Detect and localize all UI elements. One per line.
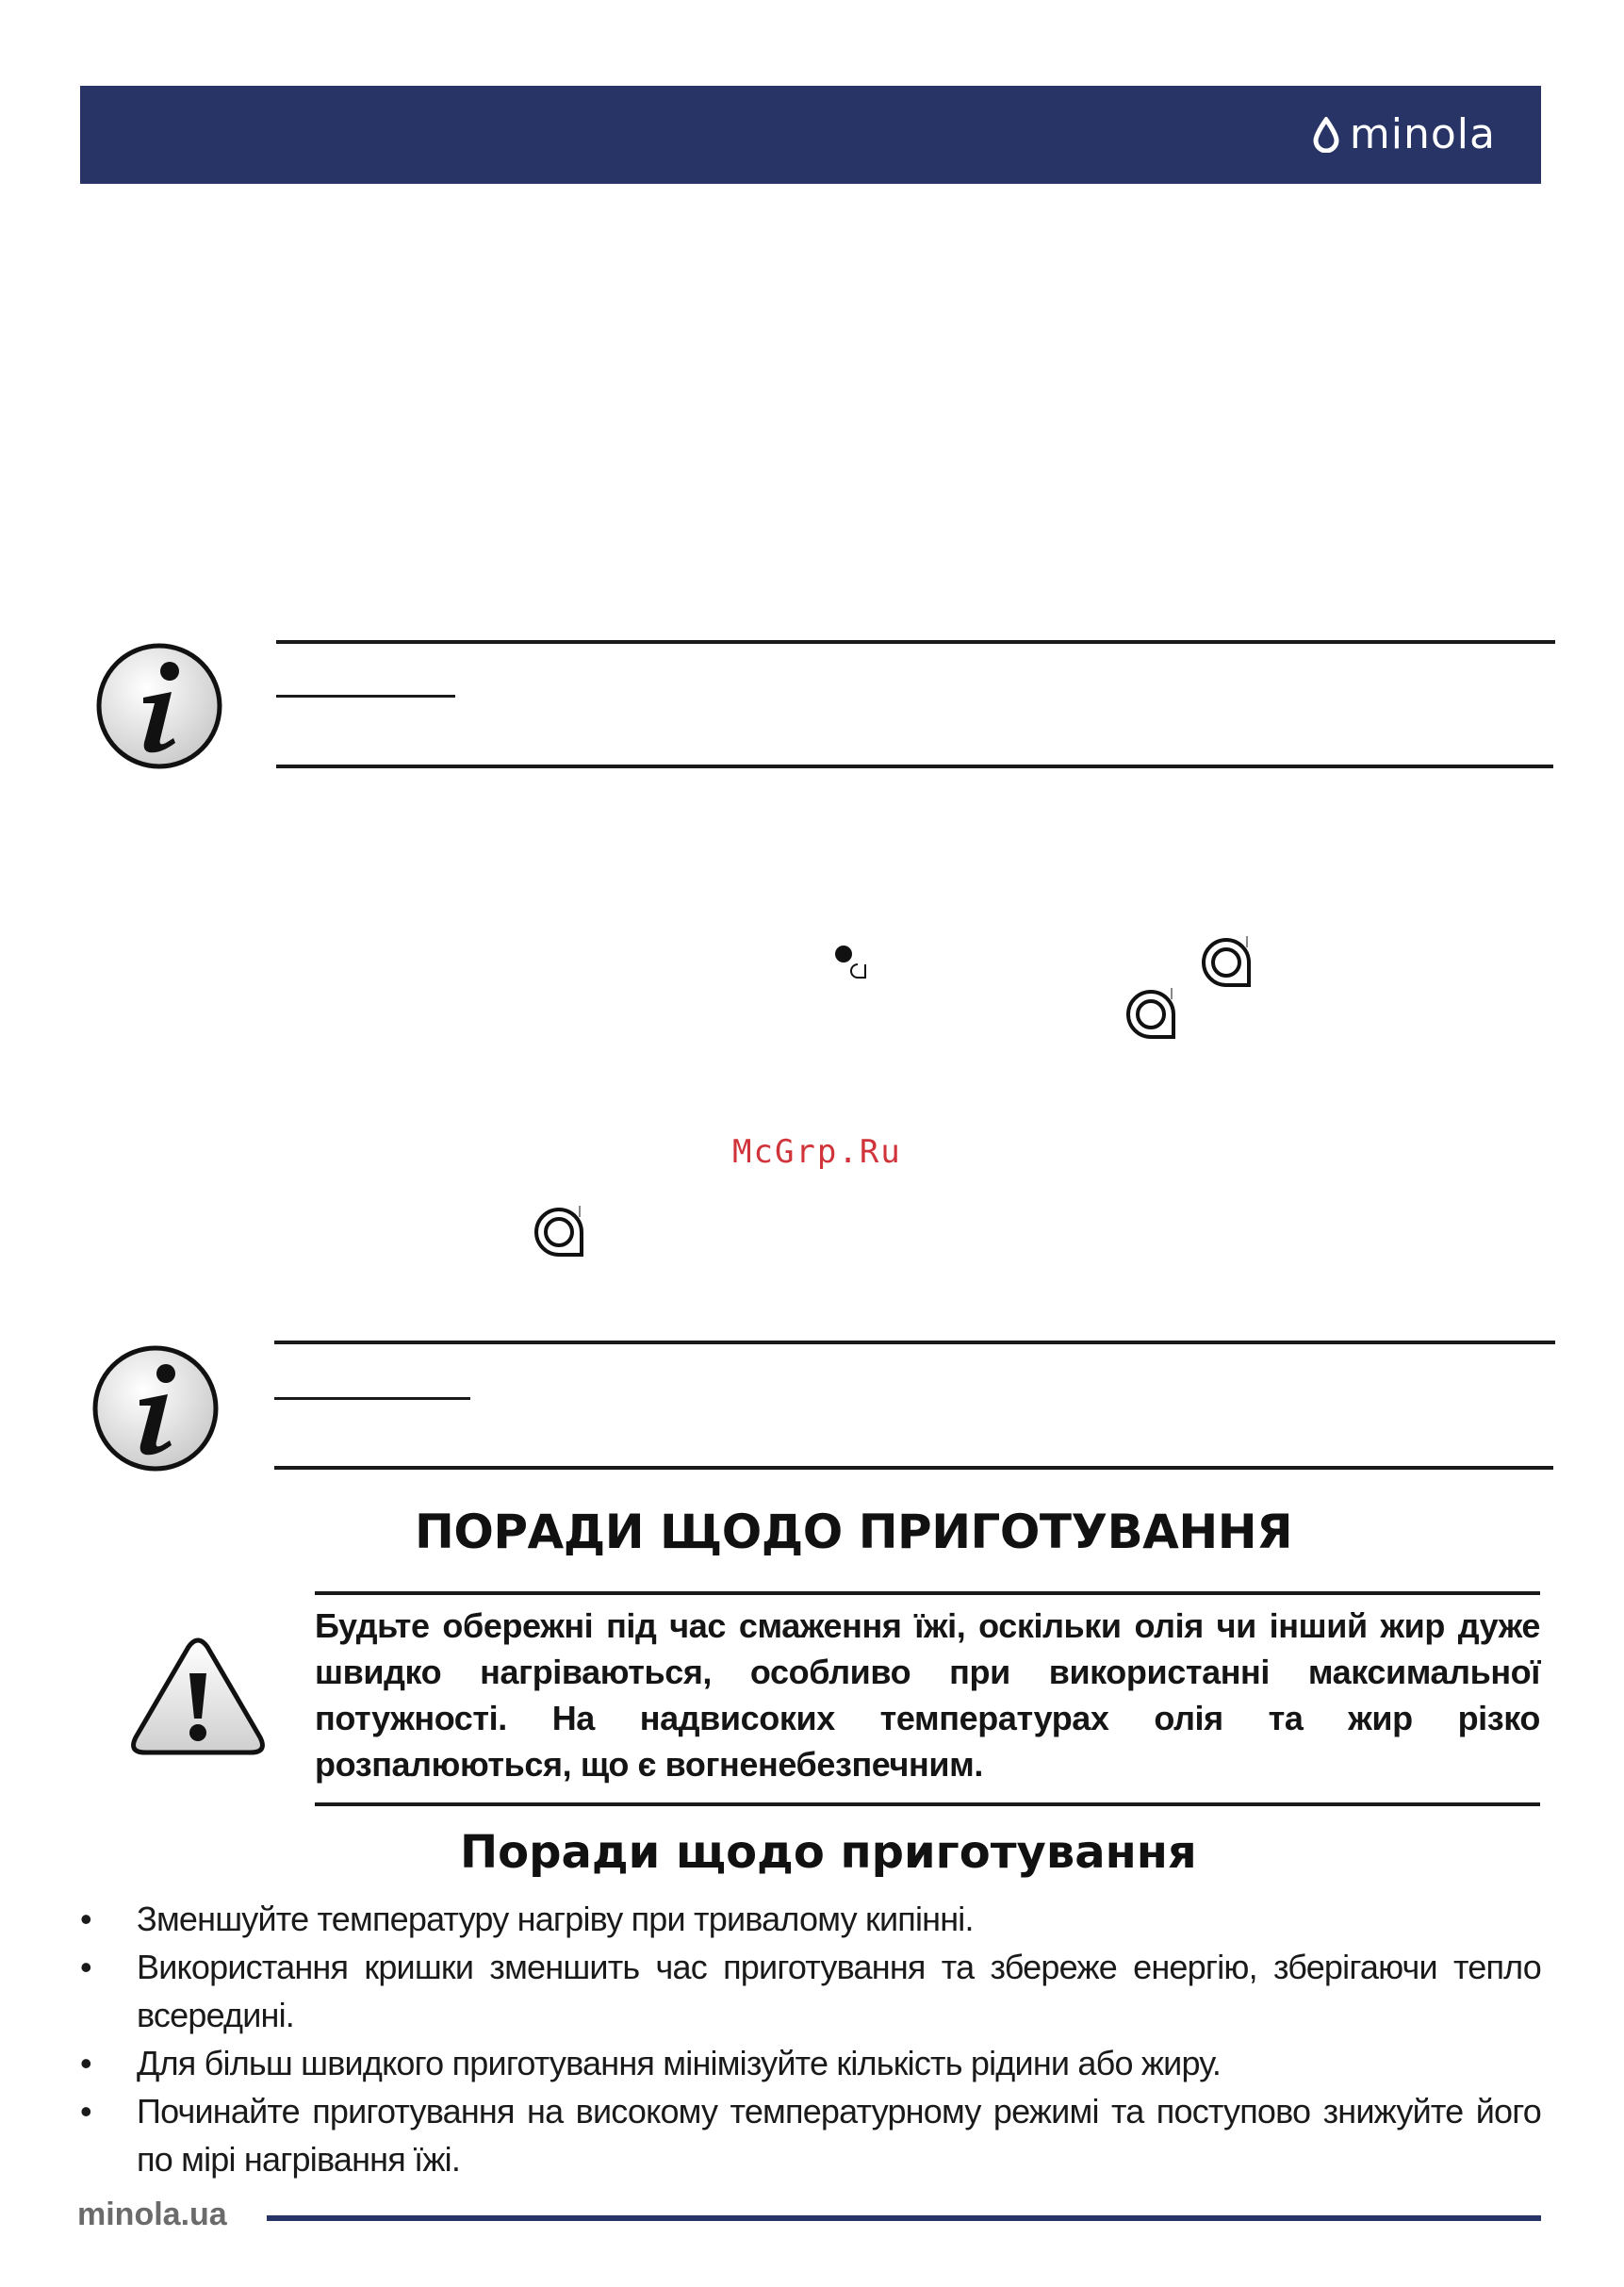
info-short-rule	[274, 1397, 470, 1400]
logo-text: minola	[1349, 110, 1496, 158]
power-key-icon	[1123, 986, 1179, 1043]
tips-title: Поради щодо приготування	[460, 1826, 1197, 1879]
info-icon	[94, 641, 224, 771]
warning-icon	[130, 1636, 266, 1760]
info-icon	[90, 1343, 221, 1473]
list-item: • Використання кришки зменшить час приготування та збереже енергію, зберігаючи тепло всередині.	[80, 1943, 1541, 2039]
tips-list	[80, 1895, 1541, 2183]
info-top-rule	[274, 1341, 1555, 1344]
list-item: • Для більш швидкого приготування мінімізуйте кількість рідини або жиру.	[80, 2039, 1541, 2087]
lock-indicator-icon	[833, 944, 867, 983]
info-bottom-rule	[276, 765, 1553, 768]
info-short-rule	[276, 695, 455, 698]
footer-site: minola.ua	[77, 2197, 227, 2232]
list-item: • Зменшуйте температуру нагріву при тривалому кипінні.	[80, 1895, 1541, 1943]
warning-top-rule	[315, 1591, 1540, 1595]
power-key-icon	[1198, 934, 1255, 991]
warning-bottom-rule	[315, 1802, 1540, 1806]
footer-line	[267, 2215, 1541, 2221]
info-top-rule	[276, 640, 1555, 644]
section-title: ПОРАДИ ЩОДО ПРИГОТУВАННЯ	[415, 1505, 1293, 1559]
brand-logo	[1312, 110, 1496, 158]
watermark: McGrp.Ru	[732, 1133, 902, 1171]
list-item: • Починайте приготування на високому температурному режимі та поступово знижуйте його по мірі нагрівання їжі.	[80, 2087, 1541, 2183]
header-bar	[80, 86, 1541, 184]
power-key-icon	[531, 1204, 587, 1260]
warning-text: Будьте обережні під час смаження їжі, оскільки олія чи інший жир дуже швидко нагріваються, особливо при використанні максимальної потужності. На надвисоких температурах олія та жир різко розпалюються, що є вогненебезпечним.	[315, 1606, 1540, 1784]
info-bottom-rule	[274, 1466, 1553, 1470]
drop-logo-icon	[1312, 117, 1340, 153]
